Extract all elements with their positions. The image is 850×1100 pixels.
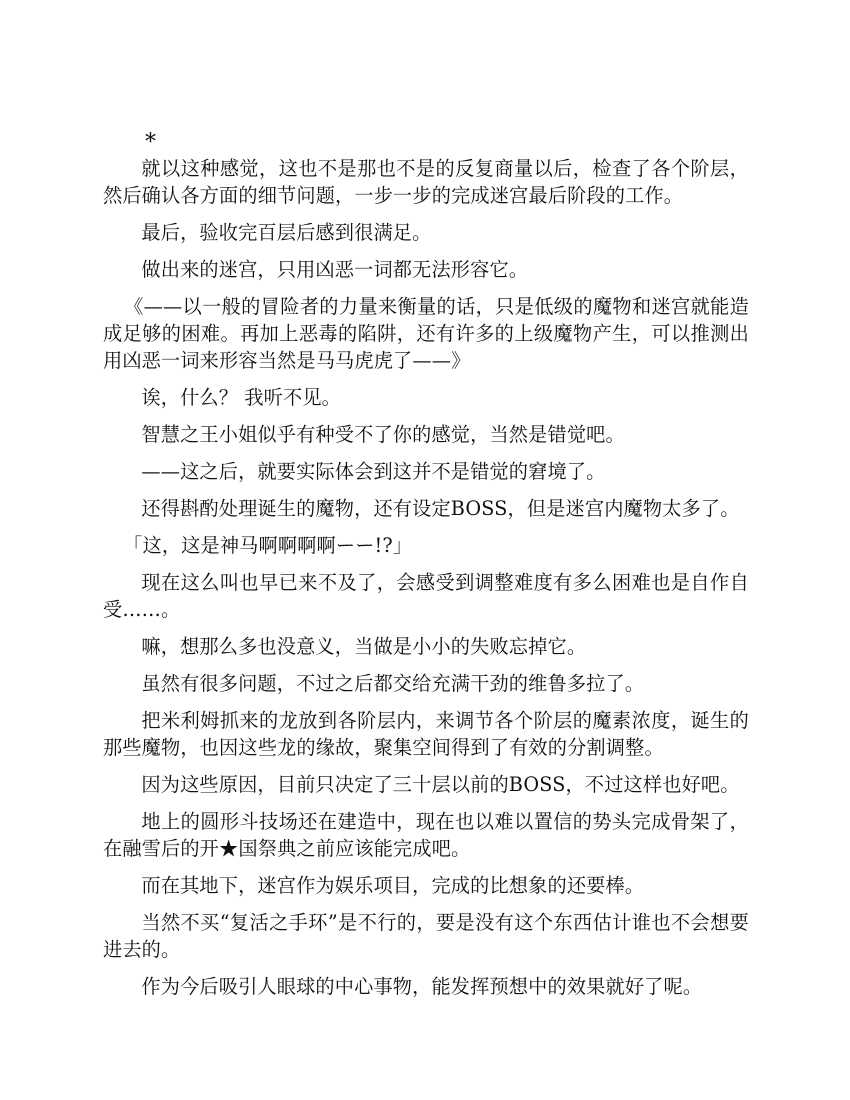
paragraph: 地上的圆形斗技场还在建造中，现在也以难以置信的势头完成骨架了，在融雪后的开★国祭典之前应该能完成吧。 <box>103 810 749 860</box>
paragraph: ——这之后，就要实际体会到这并不是错觉的窘境了。 <box>141 460 606 483</box>
paragraph: 最后，验收完百层后感到很满足。 <box>141 221 432 244</box>
paragraph: 诶，什么？ 我听不见。 <box>141 386 342 409</box>
paragraph: 现在这么叫也早已来不及了，会感受到调整难度有多么困难也是自作自受……。 <box>103 571 749 621</box>
paragraph: 而在其地下，迷宫作为娱乐项目，完成的比想象的还要棒。 <box>141 874 645 897</box>
paragraph: 虽然有很多问题，不过之后都交给充满干劲的维鲁多拉了。 <box>141 672 645 695</box>
paragraph: 还得斟酌处理诞生的魔物，还有设定BOSS，但是迷宫内魔物太多了。 <box>141 497 740 520</box>
document-page <box>103 128 749 1010</box>
quote-paragraph: 《——以一般的冒险者的力量来衡量的话，只是低级的魔物和迷宫就能造成足够的困难。再加上恶毒的陷阱，还有许多的上级魔物产生，可以推测出用凶恶一词来形容当然是马马虎虎了——》 <box>103 295 749 372</box>
paragraph: 就以这种感觉，这也不是那也不是的反复商量以后，检查了各个阶层，然后确认各方面的细节问题，一步一步的完成迷宫最后阶段的工作。 <box>103 157 749 207</box>
section-separator: * <box>145 130 156 155</box>
paragraph: 做出来的迷宫，只用凶恶一词都无法形容它。 <box>141 258 529 281</box>
paragraph: 因为这些原因，目前只决定了三十层以前的BOSS，不过这样也好吧。 <box>141 773 740 796</box>
paragraph: 当然不买“复活之手环”是不行的，要是没有这个东西估计谁也不会想要进去的。 <box>103 911 749 961</box>
paragraph: 把米利姆抓来的龙放到各阶层内，来调节各个阶层的魔素浓度，诞生的那些魔物，也因这些龙的缘故，聚集空间得到了有效的分割调整。 <box>103 709 749 759</box>
paragraph: 作为今后吸引人眼球的中心事物，能发挥预想中的效果就好了呢。 <box>141 975 703 998</box>
paragraph: 智慧之王小姐似乎有种受不了你的感觉，当然是错觉吧。 <box>141 423 625 446</box>
dialogue-paragraph: 「这，这是神马啊啊啊啊ーー!?」 <box>123 534 413 557</box>
paragraph: 嘛，想那么多也没意义，当做是小小的失败忘掉它。 <box>141 635 587 658</box>
